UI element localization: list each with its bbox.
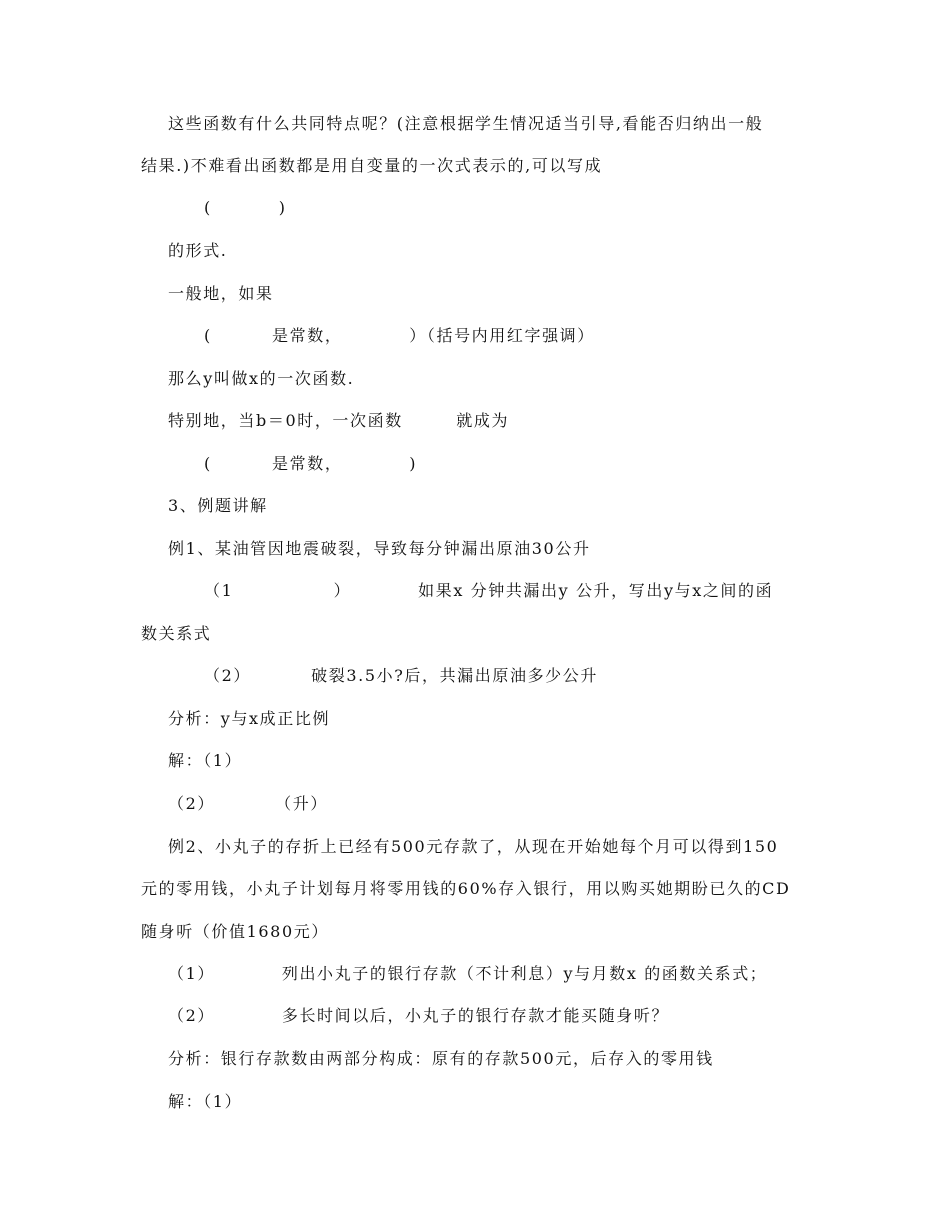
text-line-5: 一般地，如果 (168, 284, 274, 303)
text-line-11: 例1、某油管因地震破裂，导致每分钟漏出原油30公升 (168, 539, 591, 558)
text-line-14: （2） 破裂3.5小?后，共漏出原油多少公升 (204, 666, 598, 685)
text-line-22: （2） 多长时间以后，小丸子的银行存款才能买随身听？ (168, 1006, 670, 1025)
text-line-4: 的形式. (168, 241, 228, 260)
text-line-6: ( 是常数， ）（括号内用红字强调） (204, 326, 595, 345)
text-line-9: ( 是常数， ) (204, 454, 418, 473)
text-line-13: 数关系式 (141, 624, 212, 643)
text-line-16: 解：（1） (168, 751, 243, 770)
text-line-18: 例2、小丸子的存折上已经有500元存款了，从现在开始她每个月可以得到150 (168, 837, 779, 856)
text-line-1: 这些函数有什么共同特点呢？(注意根据学生情况适当引导,看能否归纳出一般 (168, 114, 764, 133)
text-line-23: 分析：银行存款数由两部分构成：原有的存款500元，后存入的零用钱 (168, 1049, 714, 1068)
text-line-21: （1） 列出小丸子的银行存款（不计利息）y与月数x 的函数关系式； (168, 964, 768, 983)
text-line-12: （1 ） 如果x 分钟共漏出y 公升，写出y与x之间的函 (204, 581, 774, 600)
text-line-8: 特别地，当b＝0时，一次函数 就成为 (168, 411, 510, 430)
text-line-2: 结果.)不难看出函数都是用自变量的一次式表示的,可以写成 (141, 156, 603, 175)
text-line-7: 那么y叫做x的一次函数. (168, 369, 355, 388)
text-line-3: ( ) (204, 198, 287, 217)
text-line-15: 分析：y与x成正比例 (168, 709, 331, 728)
text-line-10: 3、例题讲解 (168, 496, 268, 515)
text-line-24: 解：（1） (168, 1092, 243, 1111)
text-line-19: 元的零用钱，小丸子计划每月将零用钱的60%存入银行，用以购买她期盼已久的CD (141, 879, 791, 898)
text-line-17: （2） （升） (168, 794, 328, 813)
text-line-20: 随身听（价值1680元） (141, 922, 329, 941)
